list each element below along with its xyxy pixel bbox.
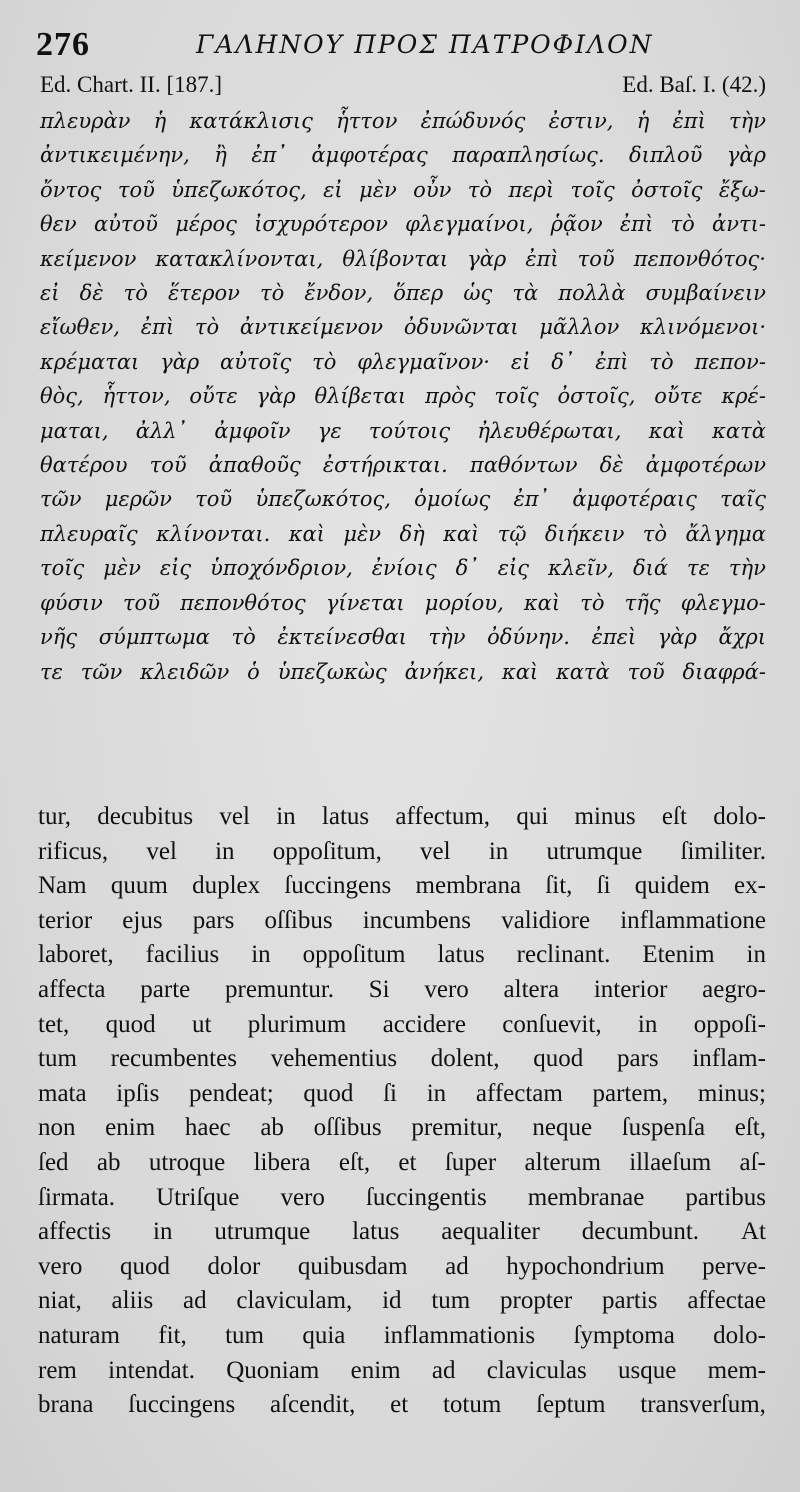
- greek-text-line: κρέμαται γὰρ αὐτοῖς τὸ φλεγμαῖνον· εἰ δ᾽ ἐπὶ τὸ πεπον-: [40, 349, 766, 374]
- greek-text-line: ὄντος τοῦ ὑπεζωκότος, εἰ μὲν οὖν τὸ περὶ τοῖς ὀστοῖς ἔξω-: [40, 177, 766, 202]
- latin-text-line: rem intendat. Quoniam enim ad claviculas usque mem-: [38, 1356, 766, 1384]
- page-number: 276: [36, 26, 90, 63]
- latin-text-line: ſirmata. Utriſque vero ſuccingentis membranae partibus: [38, 1183, 766, 1211]
- latin-text-block: [38, 800, 766, 1423]
- latin-text-line: tum recumbentes vehementius dolent, quod pars inflam-: [38, 1045, 766, 1073]
- latin-text-line: Nam quum duplex ſuccingens membrana ſit, ſi quidem ex-: [38, 872, 766, 900]
- latin-text-line: tet, quod ut plurimum accidere conſuevit, in oppoſi-: [38, 1010, 766, 1038]
- edition-basel: Ed. Baſ. I. (42.): [622, 72, 766, 97]
- latin-text-line: terior ejus pars oſſibus incumbens validiore inflammatione: [38, 906, 766, 934]
- greek-text-line: θεν αὐτοῦ μέρος ἰσχυρότερον φλεγμαίνοι, ῥᾷον ἐπὶ τὸ ἀντι-: [40, 212, 766, 237]
- greek-text-line: ἀντικειμένην, ἢ ἐπ᾽ ἀμφοτέρας παραπλησίως. διπλοῦ γὰρ: [40, 143, 766, 168]
- greek-text-line: τῶν μερῶν τοῦ ὑπεζωκότος, ὁμοίως ἐπ᾽ ἀμφοτέραις ταῖς: [40, 487, 766, 512]
- latin-text-line: affectis in utrumque latus aequaliter decumbunt. At: [38, 1218, 766, 1246]
- latin-text-line: non enim haec ab oſſibus premitur, neque ſuspenſa eſt,: [38, 1114, 766, 1142]
- latin-text-line: mata ipſis pendeat; quod ſi in affectam partem, minus;: [38, 1079, 766, 1107]
- greek-text-line: μαται, ἀλλ᾽ ἀμφοῖν γε τούτοις ἠλευθέρωται, καὶ κατὰ: [40, 418, 766, 443]
- latin-text-line: vero quod dolor quibusdam ad hypochondrium perve-: [38, 1252, 766, 1280]
- greek-text-line: θατέρου τοῦ ἀπαθοῦς ἐστήρικται. παθόντων δὲ ἀμφοτέρων: [40, 453, 766, 478]
- latin-text-line: laboret, facilius in oppoſitum latus reclinant. Etenim in: [38, 941, 766, 969]
- latin-text-line: naturam fit, tum quia inflammationis ſymptoma dolo-: [38, 1321, 766, 1349]
- greek-text-line: θὸς, ἧττον, οὔτε γὰρ θλίβεται πρὸς τοῖς ὀστοῖς, οὔτε κρέ-: [40, 384, 766, 409]
- greek-text-line: νῆς σύμπτωμα τὸ ἐκτείνεσθαι τὴν ὀδύνην. ἐπεὶ γὰρ ἄχρι: [40, 625, 766, 650]
- greek-text-line: κείμενον κατακλίνονται, θλίβονται γὰρ ἐπὶ τοῦ πεπονθότος·: [40, 246, 766, 271]
- latin-text-line: ſed ab utroque libera eſt, et ſuper alterum illaeſum aſ-: [38, 1148, 766, 1176]
- latin-text-line: tur, decubitus vel in latus affectum, qui minus eſt dolo-: [38, 803, 766, 830]
- greek-text-block: [40, 104, 766, 689]
- latin-text-line: niat, aliis ad claviculam, id tum propter partis affectae: [38, 1287, 766, 1315]
- greek-text-line: πλευρὰν ἡ κατάκλισις ἧττον ἐπώδυνός ἐστιν, ἡ ἐπὶ τὴν: [40, 109, 766, 133]
- page-header: [36, 26, 776, 66]
- latin-text-line: affecta parte premuntur. Si vero altera interior aegro-: [38, 975, 766, 1003]
- edition-references: [40, 72, 766, 102]
- greek-text-line: πλευραῖς κλίνονται. καὶ μὲν δὴ καὶ τῷ διήκειν τὸ ἄλγημα: [40, 521, 766, 546]
- greek-text-line: εἰ δὲ τὸ ἕτερον τὸ ἔνδον, ὅπερ ὡς τὰ πολλὰ συμβαίνειν: [40, 281, 766, 306]
- latin-text-line: brana ſuccingens aſcendit, et totum ſeptum transverſum,: [38, 1391, 766, 1419]
- greek-text-line: εἴωθεν, ἐπὶ τὸ ἀντικείμενον ὀδυνῶνται μᾶλλον κλινόμενοι·: [40, 315, 766, 340]
- greek-text-line: τε τῶν κλειδῶν ὁ ὑπεζωκὼς ἀνήκει, καὶ κατὰ τοῦ διαφρά-: [40, 659, 766, 684]
- running-title: ΓΑΛΗΝΟΥ ΠΡΟΣ ΠΑΤΡΟΦΙΛΟΝ: [196, 30, 654, 59]
- greek-text-line: τοῖς μὲν εἰς ὑποχόνδριον, ἐνίοις δ᾽ εἰς κλεῖν, διά τε τὴν: [40, 556, 766, 581]
- greek-text-line: φύσιν τοῦ πεπονθότος γίνεται μορίου, καὶ τὸ τῆς φλεγμο-: [40, 590, 766, 615]
- edition-chartier: Ed. Chart. II. [187.]: [40, 72, 223, 97]
- latin-text-line: rificus, vel in oppoſitum, vel in utrumque ſimiliter.: [38, 837, 766, 865]
